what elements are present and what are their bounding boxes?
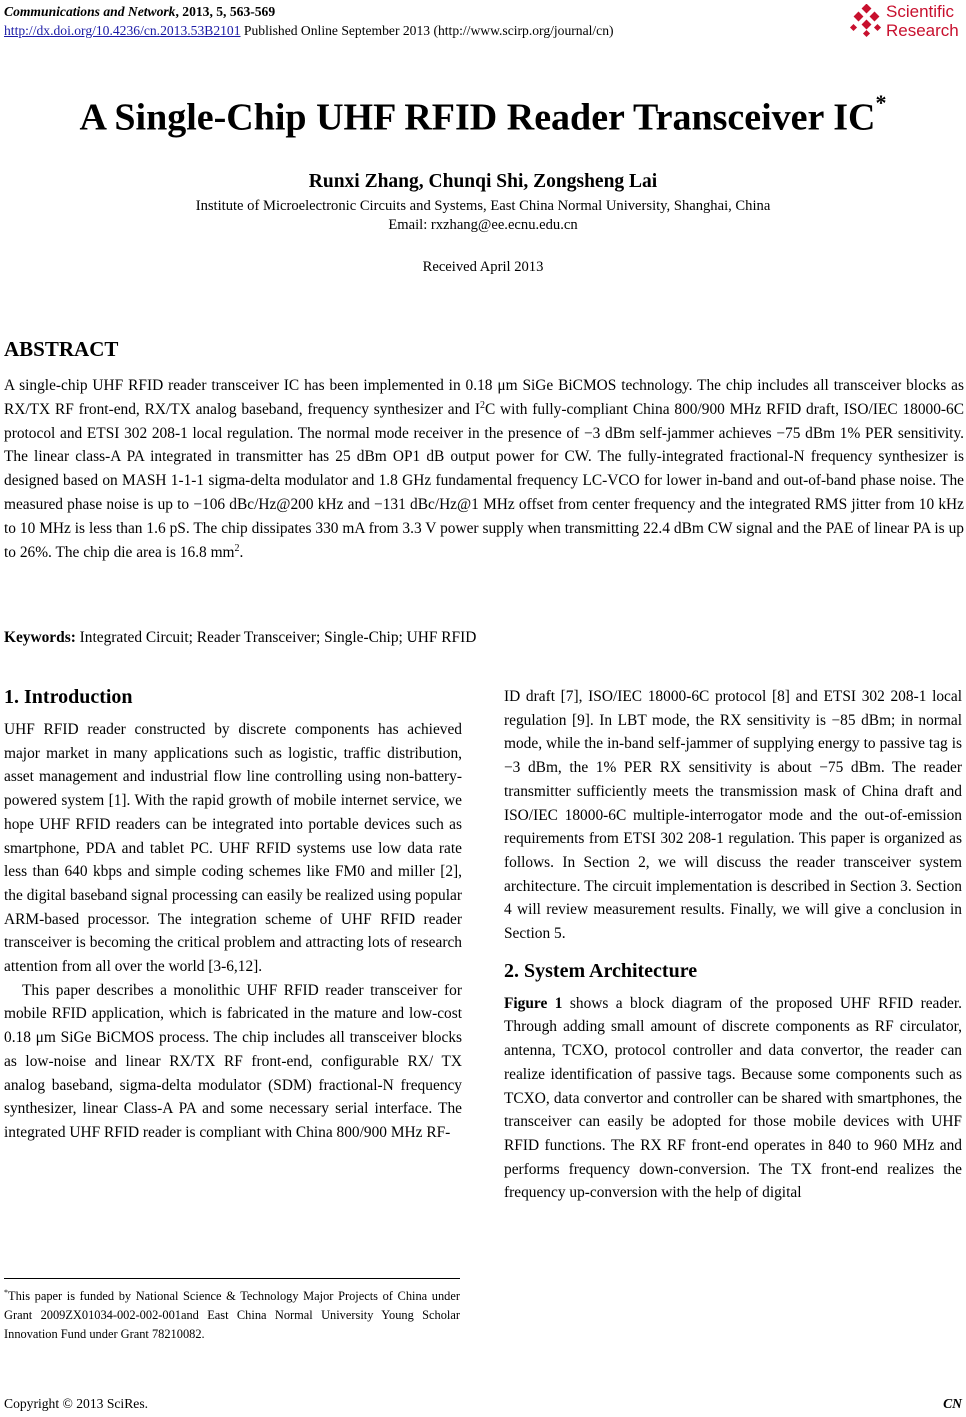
intro-paragraph-1: UHF RFID reader constructed by discrete components has achieved major market in many applications such as logistic, traffic distribution, asset management and industrial flow line controlling using non-battery-powered system [1]. With the rapid growth of mobile internet service, we hope UHF RFID readers can be integrated into portable devices such as smartphone, PDA and tablet PC. UHF RFID systems use low data rate less than 640 kbps and simple coding schemes like FM0 and miller [2], the digital baseband signal processing can easily be realized using popular ARM-based processor. The integration scheme of UHF RFID reader transceiver is becoming the critical problem and attracting lots of research attention from all over the world [3-6,12].: [4, 721, 462, 976]
abstract-heading: ABSTRACT: [4, 337, 119, 361]
left-column: [4, 682, 462, 1145]
figure-1-reference[interactable]: Figure 1: [504, 994, 563, 1012]
footnote-text: This paper is funded by National Science & Technology Major Projects of China under Grant 2009ZX01034-002-002-001and East China Normal University Young Scholar Innovation Fund under Grant 78210082.: [4, 1289, 460, 1341]
title-text: A Single-Chip UHF RFID Reader Transceiver IC: [79, 96, 876, 139]
section-2-heading: 2. System Architecture: [504, 959, 698, 982]
footnote-mark: *: [4, 1288, 8, 1297]
received-date: Received April 2013: [422, 259, 544, 275]
publication-info: Published Online September 2013 (http://www.scirp.org/journal/cn): [240, 23, 614, 38]
keywords-text: Integrated Circuit; Reader Transceiver; Single-Chip; UHF RFID: [75, 629, 477, 646]
footnote-divider: [4, 1278, 460, 1279]
logo-line-1: Scientific: [886, 2, 955, 21]
journal-name: Communications and Network: [4, 4, 176, 19]
keywords-label: Keywords:: [4, 629, 76, 646]
funding-footnote: [4, 1284, 460, 1344]
abstract-superscript-1: 2: [479, 399, 485, 411]
journal-line: [4, 2, 844, 21]
journal-volume-pages: , 2013, 5, 563-569: [175, 4, 276, 19]
doi-line: [4, 21, 844, 40]
paper-title: [0, 84, 966, 143]
journal-abbreviation: CN: [943, 1396, 962, 1411]
doi-link[interactable]: http://dx.doi.org/10.4236/cn.2013.53B2101: [4, 23, 241, 38]
right-column: [504, 685, 962, 1205]
abstract-body: [4, 374, 964, 564]
intro-paragraph-3: ID draft [7], ISO/IEC 18000-6C protocol [8] and ETSI 302 208-1 local regulation [9]. In LBT mode, the RX sensitivity is −85 dBm; in normal mode, while the in-band self-jammer of supplying energy to passive tag is −3 dBm, the 1% PER RX sensitivity is about −75 dBm. The reader transmitter sufficiently meets the transmission mask of China draft and ISO/IEC 18000-6C multiple-interrogator mode and the out-of-emission requirements from ETSI 302 208-1 regulation. This paper is organized as follows. In Section 2, we will discuss the reader transceiver system architecture. The circuit implementation is described in Section 3. Section 4 will review measurement results. Finally, we will give a conclusion in Section 5.: [504, 688, 962, 943]
system-paragraph-1-text: shows a block diagram of the proposed UHF RFID reader. Through adding small amount of discrete components as RF circulator, antenna, TCXO, protocol controller and data convertor, the reader can realize identification of passive tags. Because some components such as TCXO, data convertor and controller can be shared with smartphones, the transceiver can easily be adopted for those mobile devices with UHF RFID functions. The RX RF front-end operates in 840 to 960 MHz and performs frequency down-conversion. The TX front-end realizes the frequency up-conversion with the help of digital: [504, 994, 963, 1202]
abstract-part-3: .: [239, 543, 244, 561]
authors: Runxi Zhang, Chunqi Shi, Zongsheng Lai: [308, 171, 658, 192]
abstract-part-1: A single-chip UHF RFID reader transceiver IC has been implemented in 0.18 μm SiGe BiCMOS technology. The chip includes all transceiver blocks as RX/TX RF front-end, RX/TX analog baseband, frequency synthesizer and I: [4, 377, 964, 418]
logo-line-2: Research: [886, 21, 959, 40]
abstract-superscript-2: 2: [234, 542, 240, 554]
system-paragraph-1: [504, 992, 962, 1205]
publisher-logo: [850, 2, 964, 42]
section-1-heading: 1. Introduction: [4, 686, 133, 708]
publisher-logo-icon: [850, 4, 884, 38]
publisher-logo-text: [886, 2, 959, 40]
email: Email: rxzhang@ee.ecnu.edu.cn: [388, 217, 578, 233]
copyright-notice: Copyright © 2013 SciRes.: [4, 1396, 149, 1411]
affiliation: Institute of Microelectronic Circuits and Systems, East China Normal University, Shanghai, China: [195, 198, 771, 214]
abstract-part-2: C with fully-compliant China 800/900 MHz RFID draft, ISO/IEC 18000-6C protocol and ETSI 302 208-1 local regulation. The normal mode receiver in the presence of −3 dBm self-jammer achieves −75 dBm 1% PER sensitivity. The linear class-A PA integrated in transmitter has 25 dBm OP1 dB output power for CW. The fully-integrated fractional-N frequency synthesizer is designed based on MASH 1-1-1 sigma-delta modulator and 1.8 GHz fundamental frequency LC-VCO for lower in-band and out-of-band phase noise. The measured phase noise is up to −106 dBc/Hz@200 kHz and −131 dBc/Hz@1 MHz offset from center frequency and the integrated RMS jitter from 10 kHz to 10 MHz is less than 1.6 pS. The chip dissipates 330 mA from 3.3 V power supply when transmitting 22.4 dBm CW signal and the PAE of linear PA is up to 26%. The chip die area is 16.8 mm: [4, 400, 965, 561]
intro-paragraph-2: This paper describes a monolithic UHF RFID reader transceiver for mobile RFID application, which is fabricated in the mature and low-cost 0.18 μm SiGe BiCMOS process. The chip includes all transceiver blocks as low-noise and linear RX/TX RF front-end, configurable RX/ TX analog baseband, sigma-delta modulator (SDM) fractional-N frequency synthesizer, linear Class-A PA and some necessary serial interface. The integrated UHF RFID reader is compliant with China 800/900 MHz RF-: [4, 981, 462, 1141]
running-header: [4, 2, 844, 40]
title-footnote-mark: *: [875, 90, 887, 115]
keywords: [4, 627, 964, 649]
